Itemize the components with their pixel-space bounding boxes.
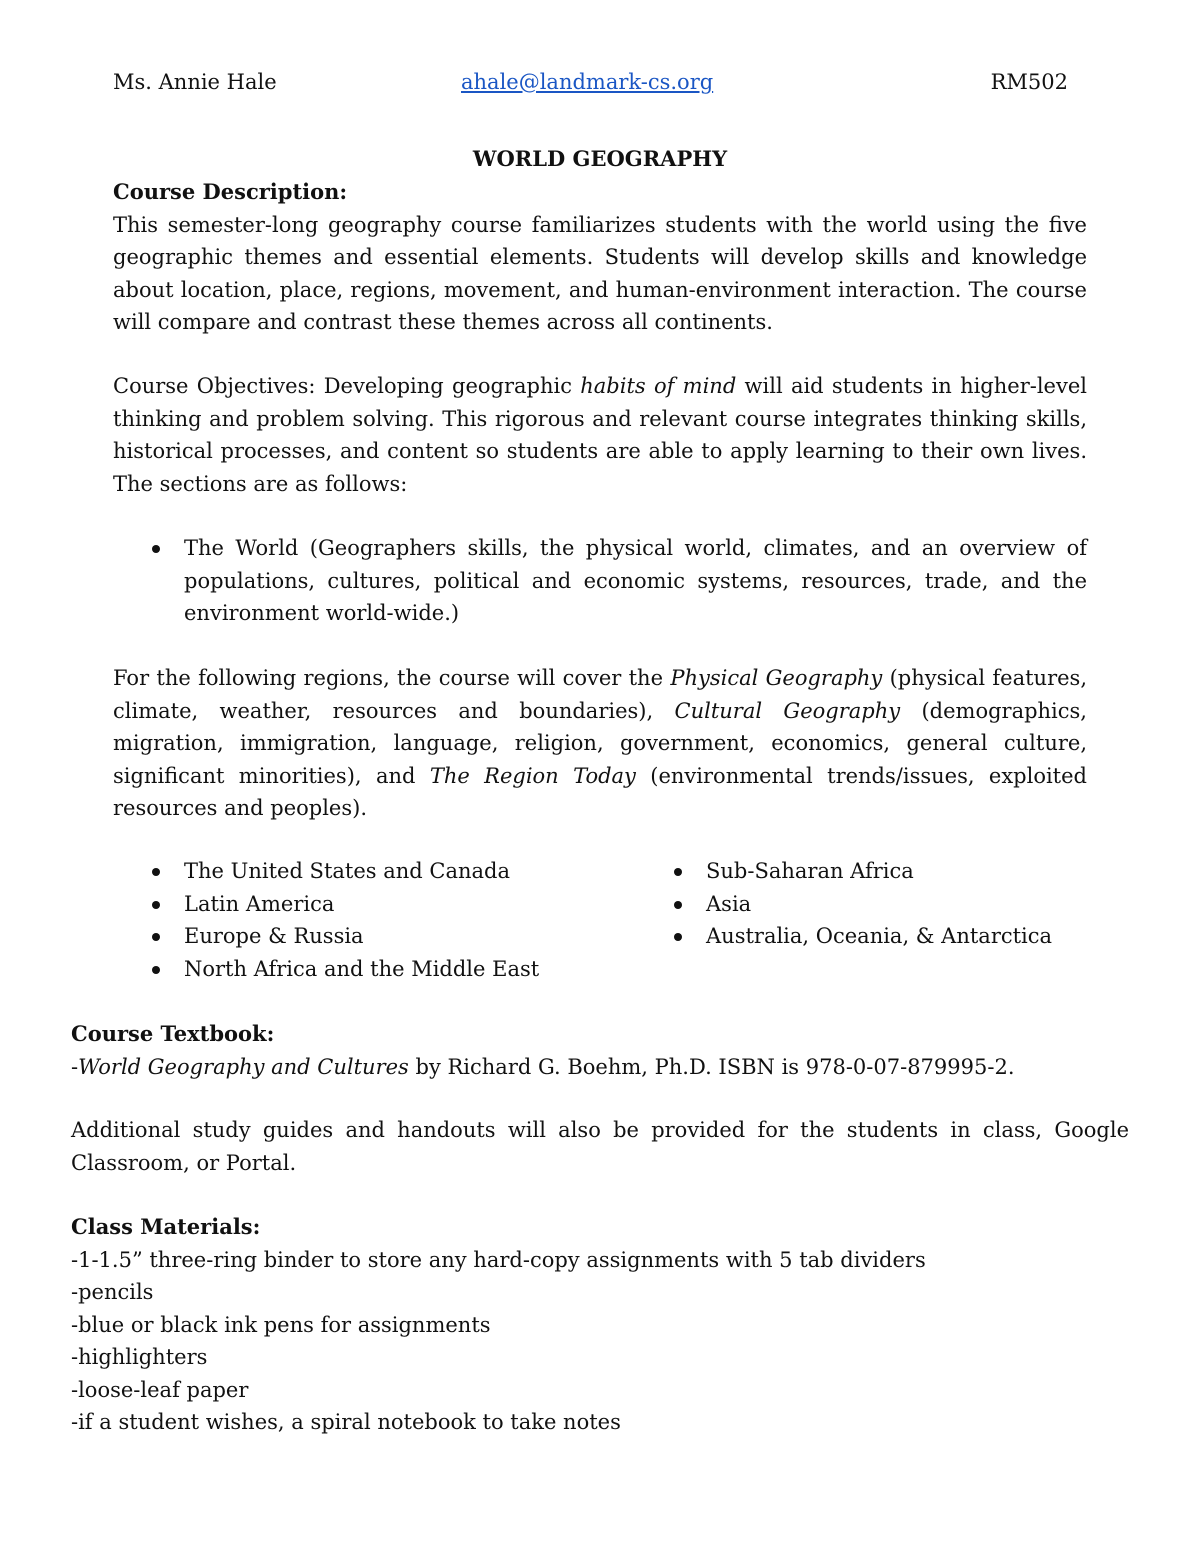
objectives-text-before: Course Objectives: Developing geographic [113,374,581,398]
course-objectives-section [113,370,1087,500]
list-item: The United States and Canada [113,855,633,888]
class-materials-heading: Class Materials: [71,1214,261,1239]
list-item: -loose-leaf paper [71,1377,249,1402]
page-title: WORLD GEOGRAPHY [472,146,728,171]
physical-geography-term: Physical Geography [670,666,883,690]
list-item: Latin America [113,888,633,921]
regions-list-right [635,855,1095,953]
regions-intro-part3: (demographics, migration, immigration, language, religion, government, economics, general culture, significant minorities), and [113,698,1087,788]
course-description-section [113,176,1087,339]
list-item: North Africa and the Middle East [113,953,633,986]
list-item: -if a student wishes, a spiral notebook to take notes [71,1410,621,1434]
world-section-text: The World (Geographers skills, the physical world, climates, and an overview of populations, cultures, political and economic systems, resources, trade, and the environment world-wide.) [184,536,1087,625]
list-item: Sub-Saharan Africa [635,855,1095,888]
teacher-email-link[interactable]: ahale@landmark-cs.org [461,70,714,94]
list-item: -highlighters [71,1345,208,1369]
teacher-name: Ms. Annie Hale [113,70,277,94]
course-description-heading: Course Description: [113,179,348,204]
list-item: Europe & Russia [113,920,633,953]
additional-materials-section [71,1114,1129,1179]
regions-intro-text [113,662,1087,825]
region-today-term: The Region Today [429,763,636,788]
list-item: -1-1.5” three-ring binder to store any hard-copy assignments with 5 tab dividers [71,1247,926,1272]
textbook-citation: -World Geography and Cultures by Richard G. Boehm, Ph.D. ISBN is 978-0-07-879995-2. [71,1054,1015,1079]
list-item [113,532,1087,630]
cultural-geography-term: Cultural Geography [674,698,901,723]
sections-list [113,532,1087,630]
course-textbook-heading: Course Textbook: [71,1021,275,1046]
regions-intro-part4: (environmental trends/issues, exploited resources and peoples). [113,763,1087,820]
additional-materials-text: Additional study guides and handouts will also be provided for the students in class, Google Classroom, or Portal. [71,1118,1129,1175]
textbook-details: by Richard G. Boehm, Ph.D. ISBN is 978-0-07-879995-2. [408,1054,1015,1079]
class-materials-section [71,1211,1129,1439]
regions-intro-section [113,662,1087,825]
list-item: -pencils [71,1280,154,1304]
regions-list-left [113,855,633,985]
course-objectives-text [113,370,1087,500]
list-item: -blue or black ink pens for assignments [71,1312,491,1337]
course-textbook-section [71,1018,1129,1083]
objectives-text-after: will aid students in higher-level thinking and problem solving. This rigorous and relevant course integrates thinking skills, historical processes, and content so students are able to apply learning to their own lives. The sections are as follows: [113,374,1087,496]
course-description-text: This semester-long geography course familiarizes students with the world using the five geographic themes and essential elements. Students will develop skills and knowledge about location, place, regions, movement, and human-environment interaction. The course will compare and contrast these themes across all continents. [113,212,1087,334]
regions-intro-part1: For the following regions, the course will cover the [113,666,671,690]
textbook-title: World Geography and Cultures [78,1054,409,1079]
room-number: RM502 [990,70,1068,94]
regions-intro-part2: (physical features, climate, weather, resources and boundaries), [113,666,1087,723]
list-item: Australia, Oceania, & Antarctica [635,920,1095,953]
objectives-emphasis: habits of mind [580,374,737,398]
page-header [113,66,1068,100]
list-item: Asia [635,888,1095,921]
